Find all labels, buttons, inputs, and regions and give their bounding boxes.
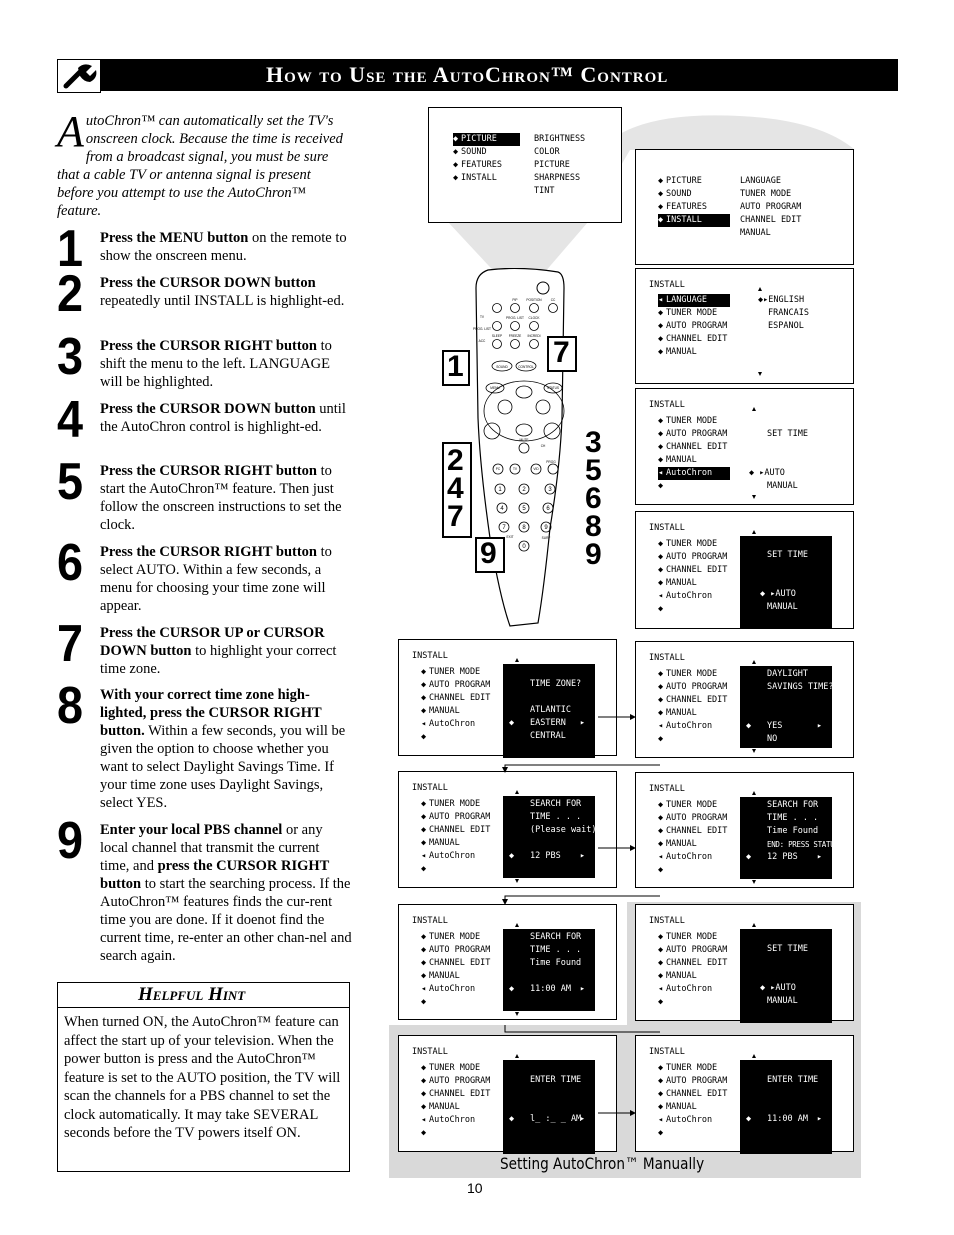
callout-3: 3 bbox=[585, 426, 602, 459]
step-1 bbox=[57, 220, 352, 278]
flow-arrows bbox=[380, 700, 660, 1160]
helpful-hint-box bbox=[57, 982, 350, 1172]
step-detail: to shift the menu to the left. LANGUAGE will be highlighted. bbox=[100, 338, 332, 390]
svg-text:SOUND: SOUND bbox=[496, 365, 508, 369]
step-detail: to start the searching process. If the AutoChron™ features finds the cur-rent time you are done. If it doenot find the current time, re-enter an other chan-nel and search again. bbox=[100, 876, 352, 964]
step-number: 4 bbox=[57, 391, 81, 449]
menu-item-install: ◆ INSTALL bbox=[453, 173, 497, 183]
svg-text:PROG: PROG bbox=[546, 460, 556, 464]
menu-screen-install-highlighted: ◆ PICTURE ◆ SOUND ◆ FEATURES ◆ INSTALL LANGUAGE TUNER MODE AUTO PROGRAM CHANNEL EDIT MANUAL bbox=[635, 149, 854, 265]
step-number: 1 bbox=[57, 220, 81, 278]
svg-text:5: 5 bbox=[522, 506, 526, 512]
manual-section-label: Setting AutoChron™ Manually bbox=[500, 1154, 705, 1173]
menu-item-features: ◆ FEATURES bbox=[453, 160, 502, 170]
menu-screen-time-found: INSTALL ◆ TUNER MODE ◆ AUTO PROGRAM ◆ CHANNEL EDIT ◆ MANUAL ◂ AutoChron ◆ SEARCH FOR TIME . . . Time Found ◆ 11:00 AM ▸ bbox=[398, 904, 617, 1020]
step-number: 3 bbox=[57, 328, 81, 386]
svg-text:SLEEP: SLEEP bbox=[491, 334, 503, 338]
svg-text:PC: PC bbox=[495, 467, 501, 471]
step-action: Press the MENU button bbox=[100, 230, 249, 246]
svg-text:STATUS: STATUS bbox=[546, 386, 560, 390]
svg-text:MENU: MENU bbox=[490, 386, 500, 390]
menu-screen-enter-time: INSTALL ◆ TUNER MODE ◆ AUTO PROGRAM ◆ CHANNEL EDIT ◆ MANUAL ◂ AutoChron ◆ ENTER TIME ◆ 11:00 AM ▸ bbox=[635, 1035, 854, 1152]
step-number: 2 bbox=[57, 265, 81, 323]
svg-text:CLOCK: CLOCK bbox=[528, 316, 540, 320]
step-number: 5 bbox=[57, 453, 81, 511]
step-9 bbox=[57, 812, 352, 965]
callout-9: 9 bbox=[480, 537, 497, 570]
page-number: 10 bbox=[467, 1180, 483, 1196]
step-action: Press the CURSOR DOWN button bbox=[100, 275, 316, 291]
menu-screen-enter-time-blank: INSTALL ◆ TUNER MODE ◆ AUTO PROGRAM ◆ CHANNEL EDIT ◆ MANUAL ◂ AutoChron ◆ ENTER TIME ◆ l_ :_ _ AM ▸ bbox=[398, 1035, 617, 1152]
callout-5: 5 bbox=[585, 454, 602, 487]
step-action: With your correct time zone high-lighted, press the CURSOR RIGHT button. bbox=[100, 687, 322, 739]
svg-text:VID: VID bbox=[533, 467, 539, 471]
svg-text:PROG. LIST: PROG. LIST bbox=[506, 316, 524, 320]
svg-text:2: 2 bbox=[522, 487, 526, 493]
svg-text:CC: CC bbox=[550, 298, 556, 302]
svg-text:TV: TV bbox=[512, 467, 518, 471]
step-action: Press the CURSOR RIGHT button bbox=[100, 544, 317, 560]
svg-text:TV: TV bbox=[479, 315, 485, 319]
callout-6: 6 bbox=[585, 482, 602, 515]
menu-screen-search-found: INSTALL ◆ TUNER MODE ◆ AUTO PROGRAM ◆ CHANNEL EDIT ◆ MANUAL ◂ AutoChron ◆ SEARCH FOR TIME . . . Time Found END: PRESS STATUS ◆ 12 PBS ▸ bbox=[635, 772, 854, 888]
menu-screen-daylight: INSTALL ◆ TUNER MODE ◆ AUTO PROGRAM ◆ CHANNEL EDIT ◆ MANUAL ◂ AutoChron ◆ DAYLIGHT SAVINGS TIME? ◆ YES ▸ NO bbox=[635, 641, 854, 758]
step-2 bbox=[57, 265, 352, 323]
step-4 bbox=[57, 391, 352, 449]
step-detail: to select AUTO. Within a few seconds, a menu for choosing your time zone will appear. bbox=[100, 544, 332, 614]
menu-item-autochron: ◂ AutoChron bbox=[658, 467, 730, 480]
step-detail: to start the AutoChron™ feature. Then just follow the onscreen instructions to set the clock. bbox=[100, 463, 342, 533]
step-action: Press the CURSOR RIGHT button bbox=[100, 338, 317, 354]
svg-text:SURF: SURF bbox=[541, 536, 551, 540]
step-detail: Within a few seconds, you will be given the option to choose whether you want to select Daylight Savings Time. If your time zone uses Daylight Savings, select YES. bbox=[100, 723, 346, 811]
menu-item-sound: ◆ SOUND bbox=[453, 147, 487, 157]
menu-screen-autochron-highlight: INSTALL ◆ TUNER MODE ◆ AUTO PROGRAM ◆ CHANNEL EDIT ◆ MANUAL ◂ AutoChron ◆ SET TIME ◆ ▸AUTO MANUAL bbox=[635, 388, 854, 505]
intro-text: utoChron™ can automatically set the TV's onscreen clock. Because the time is received from a broadcast signal, you must be sure that a cable TV or antenna signal is present before you attempt to use the AutoChron™ feature. bbox=[57, 113, 343, 219]
step-3 bbox=[57, 328, 352, 391]
svg-text:EXIT: EXIT bbox=[506, 535, 514, 539]
step-action: Press the CURSOR UP or CURSOR DOWN button bbox=[100, 625, 325, 659]
svg-text:CH: CH bbox=[540, 444, 546, 448]
header-tool-icon bbox=[57, 59, 101, 93]
svg-text:POSITION: POSITION bbox=[526, 298, 542, 302]
step-action: Press the CURSOR DOWN button bbox=[100, 401, 316, 417]
step-detail: on the remote to show the onscreen menu. bbox=[100, 230, 347, 264]
svg-text:4: 4 bbox=[500, 506, 504, 512]
menu-item-language: ◂ LANGUAGE bbox=[658, 294, 730, 307]
menu-screen-time-zone: INSTALL ◆ TUNER MODE ◆ AUTO PROGRAM ◆ CHANNEL EDIT ◆ MANUAL ◂ AutoChron ◆ TIME ZONE? ATLANTIC ◆ EASTERN ▸ CENTRAL bbox=[398, 639, 617, 756]
callout-1: 1 bbox=[447, 350, 464, 383]
step-number: 9 bbox=[57, 812, 81, 870]
menu-item-picture: ◆ PICTURE bbox=[658, 176, 702, 186]
step-number: 6 bbox=[57, 534, 81, 592]
callout-4: 4 bbox=[447, 472, 464, 505]
menu-item-picture: ◆ PICTURE bbox=[453, 133, 520, 146]
menu-item-install: ◆ INSTALL bbox=[658, 214, 730, 227]
svg-text:8: 8 bbox=[522, 525, 526, 531]
step-number: 7 bbox=[57, 615, 81, 673]
page-title: How to Use the AutoChron™ Control bbox=[101, 59, 898, 91]
menu-item-sound: ◆ SOUND bbox=[658, 189, 692, 199]
step-detail: until the AutoChron control is highlight-ed. bbox=[100, 401, 346, 435]
step-action: press the CURSOR RIGHT button bbox=[100, 858, 330, 892]
step-6 bbox=[57, 534, 352, 615]
svg-text:CONTROL: CONTROL bbox=[518, 365, 534, 369]
menu-item-features: ◆ FEATURES bbox=[658, 202, 707, 212]
menu-screen-main: ◆ PICTURE ◆ SOUND ◆ FEATURES ◆ INSTALL BRIGHTNESS COLOR PICTURE SHARPNESS TINT bbox=[428, 107, 622, 223]
menu-screen-language: INSTALL ◂ LANGUAGE ◆ TUNER MODE ◆ AUTO PROGRAM ◆ CHANNEL EDIT ◆ MANUAL ◆▸ENGLISH FRANCAIS ESPANOL bbox=[635, 268, 854, 384]
step-detail: to highlight your correct time zone. bbox=[100, 643, 337, 677]
svg-text:3: 3 bbox=[548, 487, 552, 493]
hint-body: When turned ON, the AutoChron™ feature can affect the start up of your television. When the power button is press and the AutoChron™ feature is set to the AUTO position, the TV will scan the channels for a PBS channel to set the clock automatically. It may take SEVERAL seconds before the TV powers itself ON. bbox=[64, 1014, 341, 1141]
svg-text:6: 6 bbox=[546, 506, 550, 512]
svg-text:PIP: PIP bbox=[512, 298, 518, 302]
step-action: Press the CURSOR RIGHT button bbox=[100, 463, 317, 479]
svg-text:PROG. LIST: PROG. LIST bbox=[473, 327, 491, 331]
svg-text:ACC: ACC bbox=[478, 339, 486, 343]
step-number: 8 bbox=[57, 677, 81, 735]
svg-text:7: 7 bbox=[502, 525, 506, 531]
callout-9b: 9 bbox=[585, 538, 602, 571]
drop-cap: A bbox=[57, 107, 84, 156]
svg-text:0: 0 bbox=[522, 544, 526, 550]
step-7 bbox=[57, 615, 352, 678]
callout-7: 7 bbox=[553, 336, 570, 369]
menu-screen-set-time: INSTALL ◆ TUNER MODE ◆ AUTO PROGRAM ◆ CHANNEL EDIT ◆ MANUAL ◂ AutoChron ◆ SET TIME ◆ ▸AUTO MANUAL bbox=[635, 511, 854, 629]
menu-screen-set-time-manual: INSTALL ◆ TUNER MODE ◆ AUTO PROGRAM ◆ CHANNEL EDIT ◆ MANUAL ◂ AutoChron ◆ SET TIME ◆ ▸AUTO MANUAL bbox=[635, 904, 854, 1021]
step-5 bbox=[57, 453, 352, 534]
svg-text:1: 1 bbox=[498, 487, 502, 493]
step-action: Enter your local PBS channel bbox=[100, 822, 283, 838]
step-detail: or any local channel that transmit the current time, and bbox=[100, 822, 323, 874]
callout-8: 8 bbox=[585, 510, 602, 543]
callout-7b: 7 bbox=[447, 500, 464, 533]
step-detail: repeatedly until INSTALL is highlight-ed. bbox=[100, 293, 345, 309]
svg-text:FREEZE: FREEZE bbox=[508, 334, 522, 338]
intro-paragraph bbox=[57, 107, 347, 220]
svg-text:9: 9 bbox=[544, 525, 548, 531]
step-8 bbox=[57, 677, 352, 812]
svg-text:INCREDI: INCREDI bbox=[527, 334, 541, 338]
svg-text:MUTE: MUTE bbox=[519, 438, 529, 442]
menu-screen-search-wait: INSTALL ◆ TUNER MODE ◆ AUTO PROGRAM ◆ CHANNEL EDIT ◆ MANUAL ◂ AutoChron ◆ SEARCH FOR TIME . . . (Please wait) ◆ 12 PBS ▸ bbox=[398, 771, 617, 888]
hint-title: Helpful Hint bbox=[58, 983, 349, 1008]
callout-2: 2 bbox=[447, 444, 464, 477]
